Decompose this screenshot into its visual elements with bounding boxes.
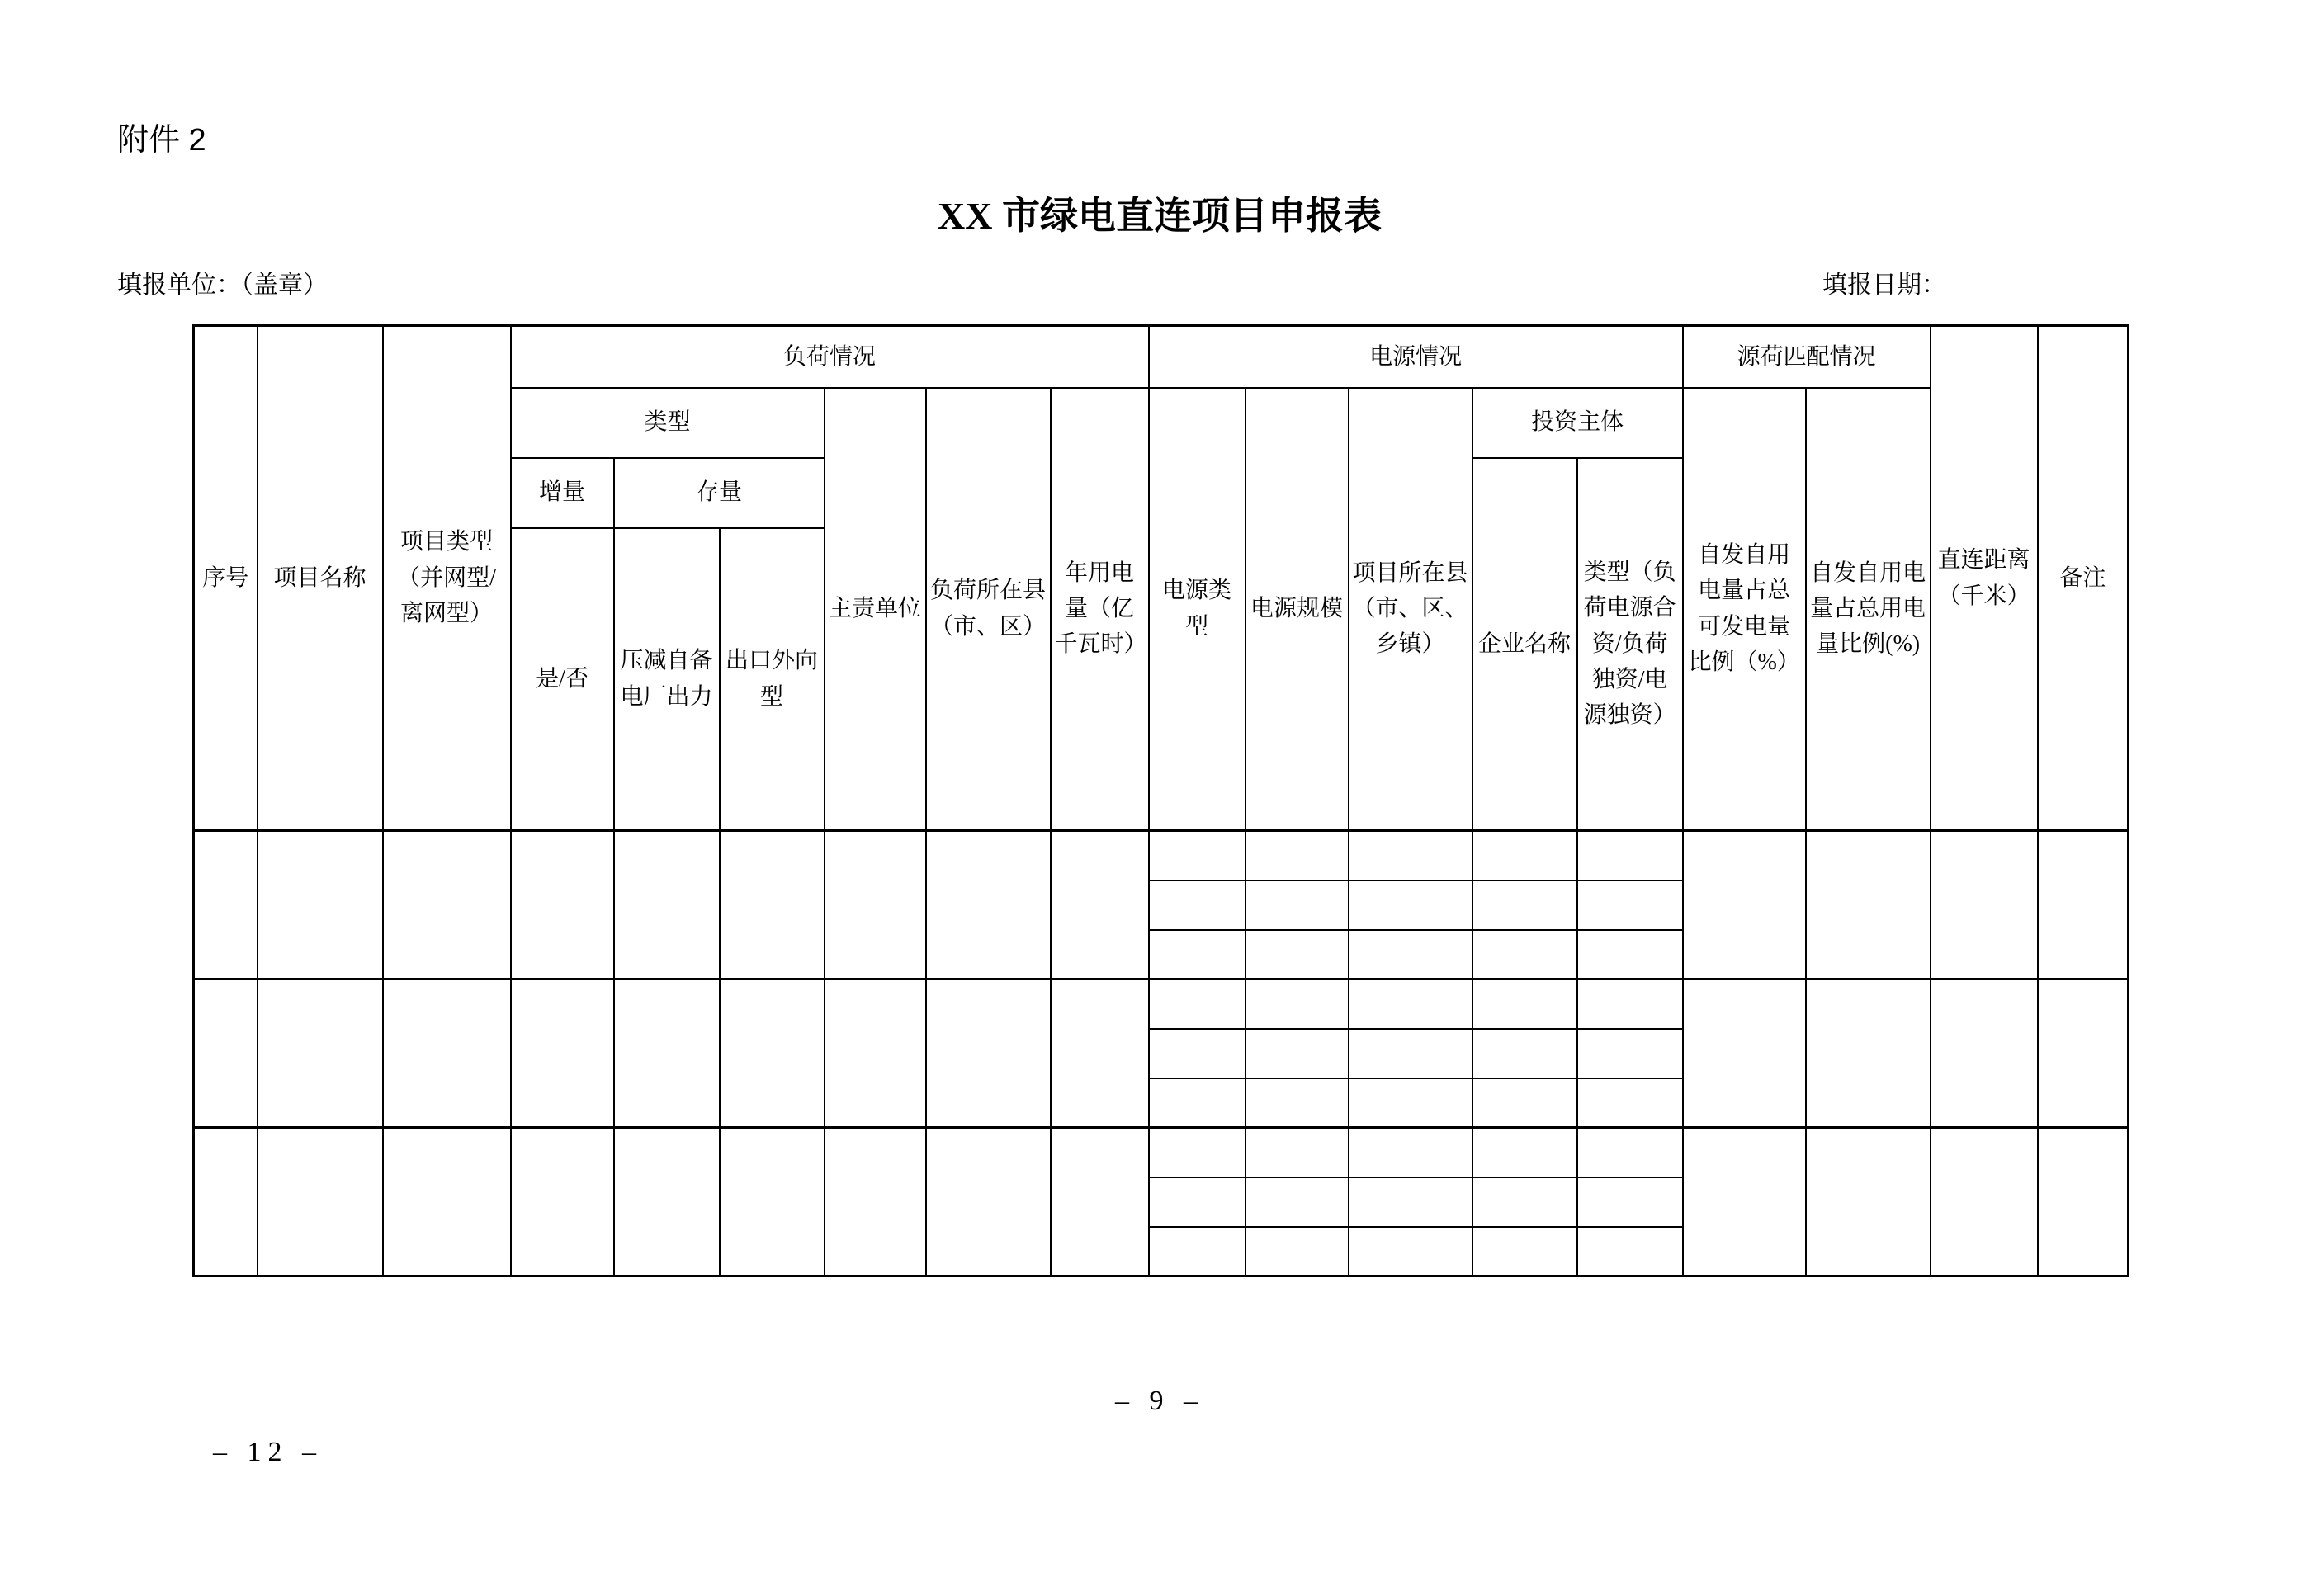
header-project-county: 项目所在县（市、区、乡镇） <box>1349 388 1472 831</box>
body-cell <box>720 980 825 1128</box>
body-cell <box>1051 980 1149 1128</box>
header-remark: 备注 <box>2038 326 2129 831</box>
header-load-county: 负荷所在县（市、区） <box>926 388 1051 831</box>
body-cell <box>1806 1128 1931 1277</box>
body-cell <box>1051 831 1149 980</box>
body-cell-sub <box>1472 980 1577 1029</box>
body-cell-sub <box>1245 930 1349 980</box>
body-cell-sub <box>1472 1178 1577 1227</box>
body-cell <box>2038 831 2129 980</box>
group-load-type: 类型 <box>511 388 825 458</box>
body-cell <box>511 831 614 980</box>
body-cell-sub <box>1245 1128 1349 1178</box>
body-cell <box>926 980 1051 1128</box>
body-cell-sub <box>1149 980 1245 1029</box>
body-cell-sub <box>1577 1227 1683 1277</box>
body-cell <box>258 980 383 1128</box>
body-cell-sub <box>1472 930 1577 980</box>
body-cell <box>194 1128 258 1277</box>
body-cell-sub <box>1349 930 1472 980</box>
body-cell-sub <box>1577 1029 1683 1079</box>
header-source-type: 电源类型 <box>1149 388 1245 831</box>
body-cell <box>2038 980 2129 1128</box>
body-cell-sub <box>1149 1079 1245 1128</box>
body-cell-sub <box>1349 881 1472 930</box>
body-cell <box>383 1128 511 1277</box>
body-cell <box>614 980 720 1128</box>
body-cell-sub <box>1577 1079 1683 1128</box>
body-cell-sub <box>1349 1029 1472 1079</box>
footer-page-number-center: – 9 – <box>1115 1386 1204 1416</box>
body-cell <box>1683 831 1806 980</box>
group-source-load-match: 源荷匹配情况 <box>1683 326 1931 388</box>
body-cell <box>720 1128 825 1277</box>
header-investor-type: 类型（负荷电源合资/负荷独资/电源独资） <box>1577 458 1683 831</box>
body-cell <box>258 1128 383 1277</box>
group-load: 负荷情况 <box>511 326 1149 388</box>
body-cell <box>926 831 1051 980</box>
header-seq: 序号 <box>194 326 258 831</box>
body-cell-sub <box>1577 980 1683 1029</box>
header-project-type: 项目类型（并网型/离网型） <box>383 326 511 831</box>
header-is-reduce: 是/否 <box>511 528 614 831</box>
header-direct-distance: 直连距离（千米） <box>1931 326 2038 831</box>
header-export-oriented: 出口外向型 <box>720 528 825 831</box>
fill-date-label: 填报日期： <box>1822 272 1946 299</box>
fill-unit-label: 填报单位：（盖章） <box>117 272 328 299</box>
body-cell-sub <box>1149 831 1245 881</box>
group-source: 电源情况 <box>1149 326 1683 388</box>
attachment-label: 附件 2 <box>117 123 206 158</box>
body-cell <box>614 831 720 980</box>
header-stock: 存量 <box>614 458 825 528</box>
body-cell-sub <box>1245 1227 1349 1277</box>
body-cell-sub <box>1472 1029 1577 1079</box>
body-cell <box>1683 1128 1806 1277</box>
body-cell-sub <box>1349 1178 1472 1227</box>
body-cell-sub <box>1577 1178 1683 1227</box>
body-cell <box>383 831 511 980</box>
body-cell <box>926 1128 1051 1277</box>
body-cell <box>1051 1128 1149 1277</box>
body-cell <box>825 980 926 1128</box>
body-cell <box>2038 1128 2129 1277</box>
header-project-name: 项目名称 <box>258 326 383 831</box>
body-cell-sub <box>1349 1227 1472 1277</box>
body-cell <box>614 1128 720 1277</box>
body-cell-sub <box>1472 881 1577 930</box>
body-cell-sub <box>1245 1178 1349 1227</box>
body-cell-sub <box>1472 1128 1577 1178</box>
footer-page-number-left: – 12 – <box>213 1437 323 1467</box>
body-cell <box>1931 831 2038 980</box>
body-cell-sub <box>1577 831 1683 881</box>
body-cell-sub <box>1349 831 1472 881</box>
body-cell <box>825 1128 926 1277</box>
body-cell <box>1931 1128 2038 1277</box>
body-cell-sub <box>1349 980 1472 1029</box>
body-cell <box>1806 980 1931 1128</box>
body-cell <box>1683 980 1806 1128</box>
body-cell <box>1806 831 1931 980</box>
body-cell-sub <box>1149 1128 1245 1178</box>
body-cell-sub <box>1472 1227 1577 1277</box>
body-cell-sub <box>1149 1227 1245 1277</box>
body-cell <box>383 980 511 1128</box>
application-table <box>192 324 2129 1277</box>
body-cell-sub <box>1472 1079 1577 1128</box>
body-cell-sub <box>1577 930 1683 980</box>
header-source-scale: 电源规模 <box>1245 388 1349 831</box>
body-cell-sub <box>1149 930 1245 980</box>
body-cell <box>511 980 614 1128</box>
header-increment: 增量 <box>511 458 614 528</box>
body-cell-sub <box>1245 831 1349 881</box>
body-cell-sub <box>1577 881 1683 930</box>
body-cell <box>511 1128 614 1277</box>
body-cell-sub <box>1577 1128 1683 1178</box>
body-cell-sub <box>1349 1128 1472 1178</box>
body-cell <box>194 980 258 1128</box>
header-reduce-captive: 压减自备电厂出力 <box>614 528 720 831</box>
body-cell-sub <box>1245 881 1349 930</box>
body-cell <box>1931 980 2038 1128</box>
body-cell <box>194 831 258 980</box>
group-investor: 投资主体 <box>1472 388 1683 458</box>
header-self-gen-ratio: 自发自用电量占总可发电量比例（%） <box>1683 388 1806 831</box>
body-cell-sub <box>1149 1178 1245 1227</box>
body-cell <box>825 831 926 980</box>
header-annual-consumption: 年用电量（亿千瓦时） <box>1051 388 1149 831</box>
header-enterprise-name: 企业名称 <box>1472 458 1577 831</box>
body-cell-sub <box>1149 881 1245 930</box>
body-cell <box>720 831 825 980</box>
body-cell-sub <box>1472 831 1577 881</box>
document-title: XX 市绿电直连项目申报表 <box>938 195 1382 237</box>
body-cell-sub <box>1149 1029 1245 1079</box>
body-cell-sub <box>1245 1029 1349 1079</box>
body-cell-sub <box>1349 1079 1472 1128</box>
body-cell-sub <box>1245 980 1349 1029</box>
header-self-use-ratio: 自发自用电量占总用电量比例(%) <box>1806 388 1931 831</box>
body-cell-sub <box>1245 1079 1349 1128</box>
header-lead-unit: 主责单位 <box>825 388 926 831</box>
body-cell <box>258 831 383 980</box>
